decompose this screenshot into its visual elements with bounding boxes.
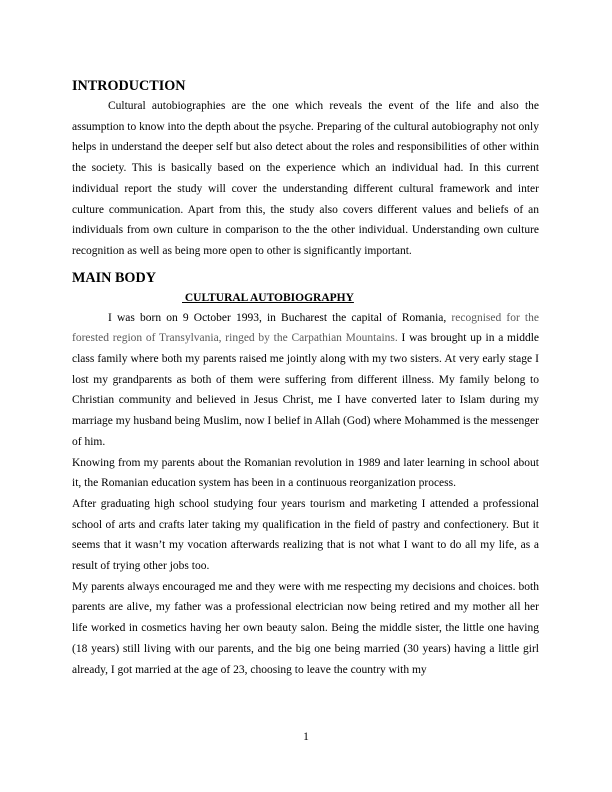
page-number: 1 <box>303 731 309 743</box>
parents-paragraph: My parents always encouraged me and they were with me respecting my decisions and choices. both parents are alive, my father was a professional electrician now being retired and my mother all her life worked in cosmetics having her own beauty salon. Being the middle sister, the little one having (18 years) still living with our parents, and the big one being married (30 years) having a little girl already, I got married at the age of 23, choosing to leave the country with my <box>72 580 539 676</box>
document-page <box>72 76 539 680</box>
birth-paragraph <box>72 308 539 453</box>
family-text: I was brought up in a middle class family where both my parents raised me jointly along with my two sisters. At very early stage I lost my grandparents as both of them were suffering from different illness. My family belong to Christian community and believed in Jesus Christ, me I have converted later to Islam during my marriage my husband being Muslim, now I belief in Allah (God) where Mohammed is the messenger of him. <box>72 332 540 448</box>
introduction-paragraph: Cultural autobiographies are the one which reveals the event of the life and also the assumption to know into the depth about the psyche. Preparing of the cultural autobiography not only helps in understand the deeper self but also detect about the roles and responsibilities of other within the society. This is basically based on the experience which an individual had. In this current individual report the study will cover the understanding different cultural framework and inter culture communication. Apart from this, the study also covers different values and beliefs of an individuals from own culture in comparison to the the other individual. Understanding own culture recognition as well as being more open to other is significantly important. <box>72 100 539 257</box>
revolution-paragraph: Knowing from my parents about the Romanian revolution in 1989 and later learning in school about it, the Romanian education system has been in a continuous reorganization process. <box>72 456 539 490</box>
birth-text: I was born on 9 October 1993, in Bucharest the capital of Romania, <box>108 311 447 324</box>
cultural-autobiography-subheading: CULTURAL AUTOBIOGRAPHY <box>182 291 354 304</box>
education-paragraph: After graduating high school studying four years tourism and marketing I attended a professional school of arts and crafts later taking my qualification in the field of pastry and confectionery. But it seems that it wasn’t my vocation afterwards realizing that is not what I want to do all my life, as a result of trying other jobs too. <box>72 497 539 573</box>
introduction-heading: INTRODUCTION <box>72 78 186 94</box>
transylvania-text: recognised for the forested region of Transylvania, ringed by the Carpathian Mountains. <box>72 311 539 345</box>
main-body-heading: MAIN BODY <box>72 269 156 286</box>
